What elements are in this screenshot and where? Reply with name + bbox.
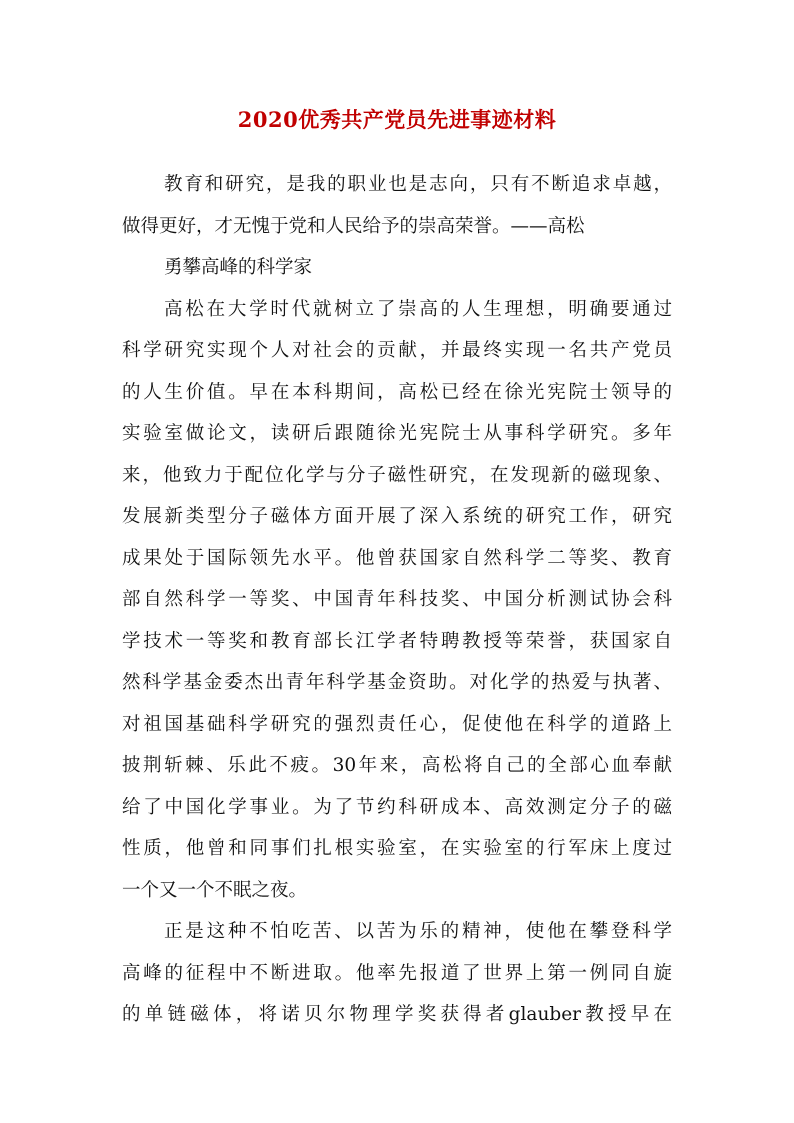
paragraph-line: 发展新类型分子磁体方面开展了深入系统的研究工作，研究 <box>122 506 672 527</box>
paragraph-line: 给了中国化学事业。为了节约科研成本、高效测定分子的磁 <box>122 796 672 818</box>
document-title: 2020优秀共产党员先进事迹材料 <box>237 107 557 132</box>
paragraph-line: 一个又一个不眠之夜。 <box>122 879 308 901</box>
paragraph-line: 来，他致力于配位化学与分子磁性研究，在发现新的磁现象、 <box>122 464 672 486</box>
paragraph-line: 正是这种不怕吃苦、以苦为乐的精神，使他在攀登科学 <box>164 921 672 942</box>
paragraph-line: 的单链磁体，将诺贝尔物理学奖获得者glauber教授早在 <box>122 1004 672 1025</box>
paragraph-line: 科学研究实现个人对社会的贡献，并最终实现一名共产党员 <box>122 340 672 361</box>
paragraph-line: 部自然科学一等奖、中国青年科技奖、中国分析测试协会科 <box>122 589 672 610</box>
document-body <box>122 164 672 1036</box>
quote-line: 教育和研究，是我的职业也是志向，只有不断追求卓越， <box>164 174 672 195</box>
paragraph-line: 高峰的征程中不断进取。他率先报道了世界上第一例同自旋 <box>122 962 672 984</box>
paragraph-line: 然科学基金委杰出青年科学基金资助。对化学的热爱与执著、 <box>122 672 672 693</box>
paragraph-line: 对祖国基础科学研究的强烈责任心，促使他在科学的道路上 <box>122 713 672 735</box>
paragraph-line: 学技术一等奖和教育部长江学者特聘教授等荣誉，获国家自 <box>122 630 672 652</box>
paragraph-line: 实验室做论文，读研后跟随徐光宪院士从事科学研究。多年 <box>122 423 672 444</box>
paragraph-line: 性质，他曾和同事们扎根实验室，在实验室的行军床上度过 <box>122 838 672 859</box>
paragraph-line: 披荆斩棘、乐此不疲。30年来，高松将自己的全部心血奉献 <box>122 755 672 776</box>
paragraph-line: 成果处于国际领先水平。他曾获国家自然科学二等奖、教育 <box>122 547 672 569</box>
paragraph-line: 高松在大学时代就树立了崇高的人生理想，明确要通过 <box>164 298 672 320</box>
paragraph-line: 的人生价值。早在本科期间，高松已经在徐光宪院士领导的 <box>122 381 672 403</box>
section-subheading: 勇攀高峰的科学家 <box>164 257 313 278</box>
quote-line: 做得更好，才无愧于党和人民给予的崇高荣誉。——高松 <box>122 215 585 237</box>
